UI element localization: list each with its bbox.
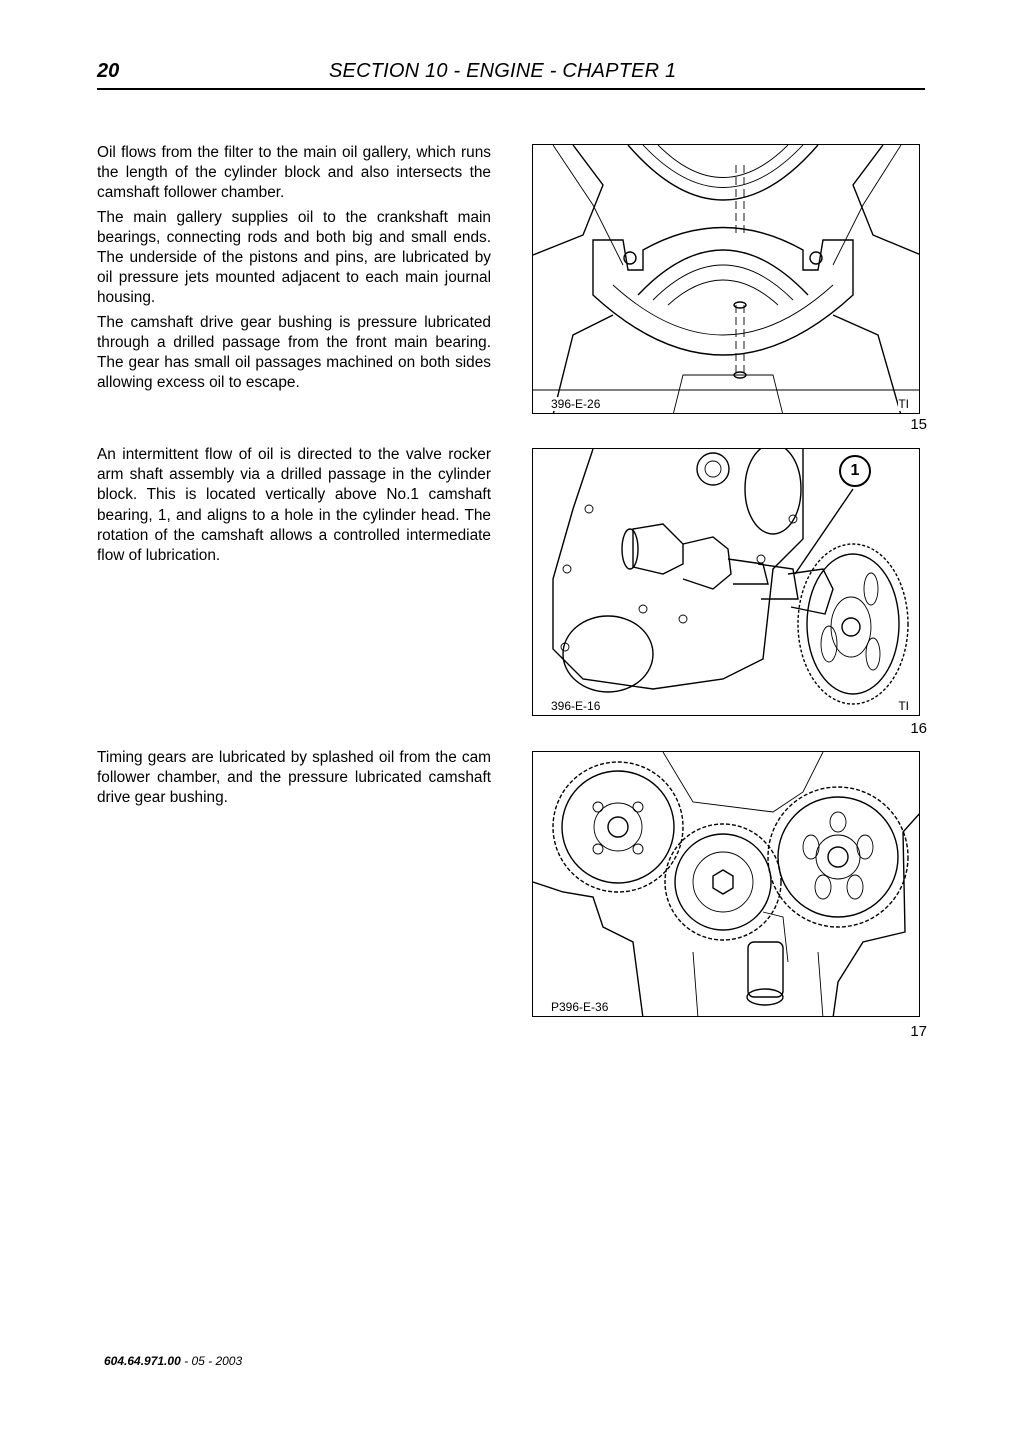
document-date: 05 - 2003 [191, 1354, 243, 1368]
figure-code: 396-E-16 [551, 699, 601, 713]
figure-code: 396-E-26 [551, 397, 601, 411]
page-number: 20 [97, 60, 120, 82]
text-block-rocker-arm [97, 445, 491, 570]
figure-main-bearing [532, 144, 920, 414]
figure-number: 15 [910, 416, 927, 433]
main-bearing-illustration [533, 145, 920, 414]
paragraph: An intermittent flow of oil is directed to the valve rocker arm shaft assembly via a drilled passage in the cylinder block. This is located vertically above No.1 camshaft bearing, 1, and aligns to a hole in the cylinder head. The rotation of the camshaft allows a controlled intermediate flow of lubrication. [97, 446, 491, 565]
camshaft-gear-illustration [533, 449, 920, 716]
page-footer [104, 1354, 242, 1368]
section-title: SECTION 10 - ENGINE - CHAPTER 1 [329, 60, 677, 82]
paragraph: The main gallery supplies oil to the crankshaft main bearings, connecting rods and both big and small ends. The underside of the pistons and pins, are lubricated by oil pressure jets mounted adjacent to each main journal housing. [97, 208, 491, 307]
figure-camshaft-gear [532, 448, 920, 716]
callout-1: 1 [839, 455, 871, 487]
figure-mark: TI [898, 397, 909, 411]
figure-number: 16 [910, 720, 927, 737]
paragraph: Timing gears are lubricated by splashed oil from the cam follower chamber, and the pressure lubricated camshaft drive gear bushing. [97, 749, 491, 807]
figure-mark: TI [898, 699, 909, 713]
timing-gears-illustration [533, 752, 920, 1017]
document-number: 604.64.971.00 [104, 1354, 181, 1368]
page-header [97, 60, 925, 90]
text-block-timing-gears [97, 748, 491, 813]
paragraph: The camshaft drive gear bushing is pressure lubricated through a drilled passage from the front main bearing. The gear has small oil passages machined on both sides allowing excess oil to escape. [97, 313, 491, 392]
footer-separator: - [184, 1354, 189, 1368]
paragraph: Oil flows from the filter to the main oil gallery, which runs the length of the cylinder block and also intersects the camshaft follower chamber. [97, 144, 491, 202]
figure-code: P396-E-36 [551, 1000, 609, 1014]
text-block-oil-gallery [97, 143, 491, 397]
figure-number: 17 [910, 1023, 927, 1040]
figure-timing-gears [532, 751, 920, 1017]
